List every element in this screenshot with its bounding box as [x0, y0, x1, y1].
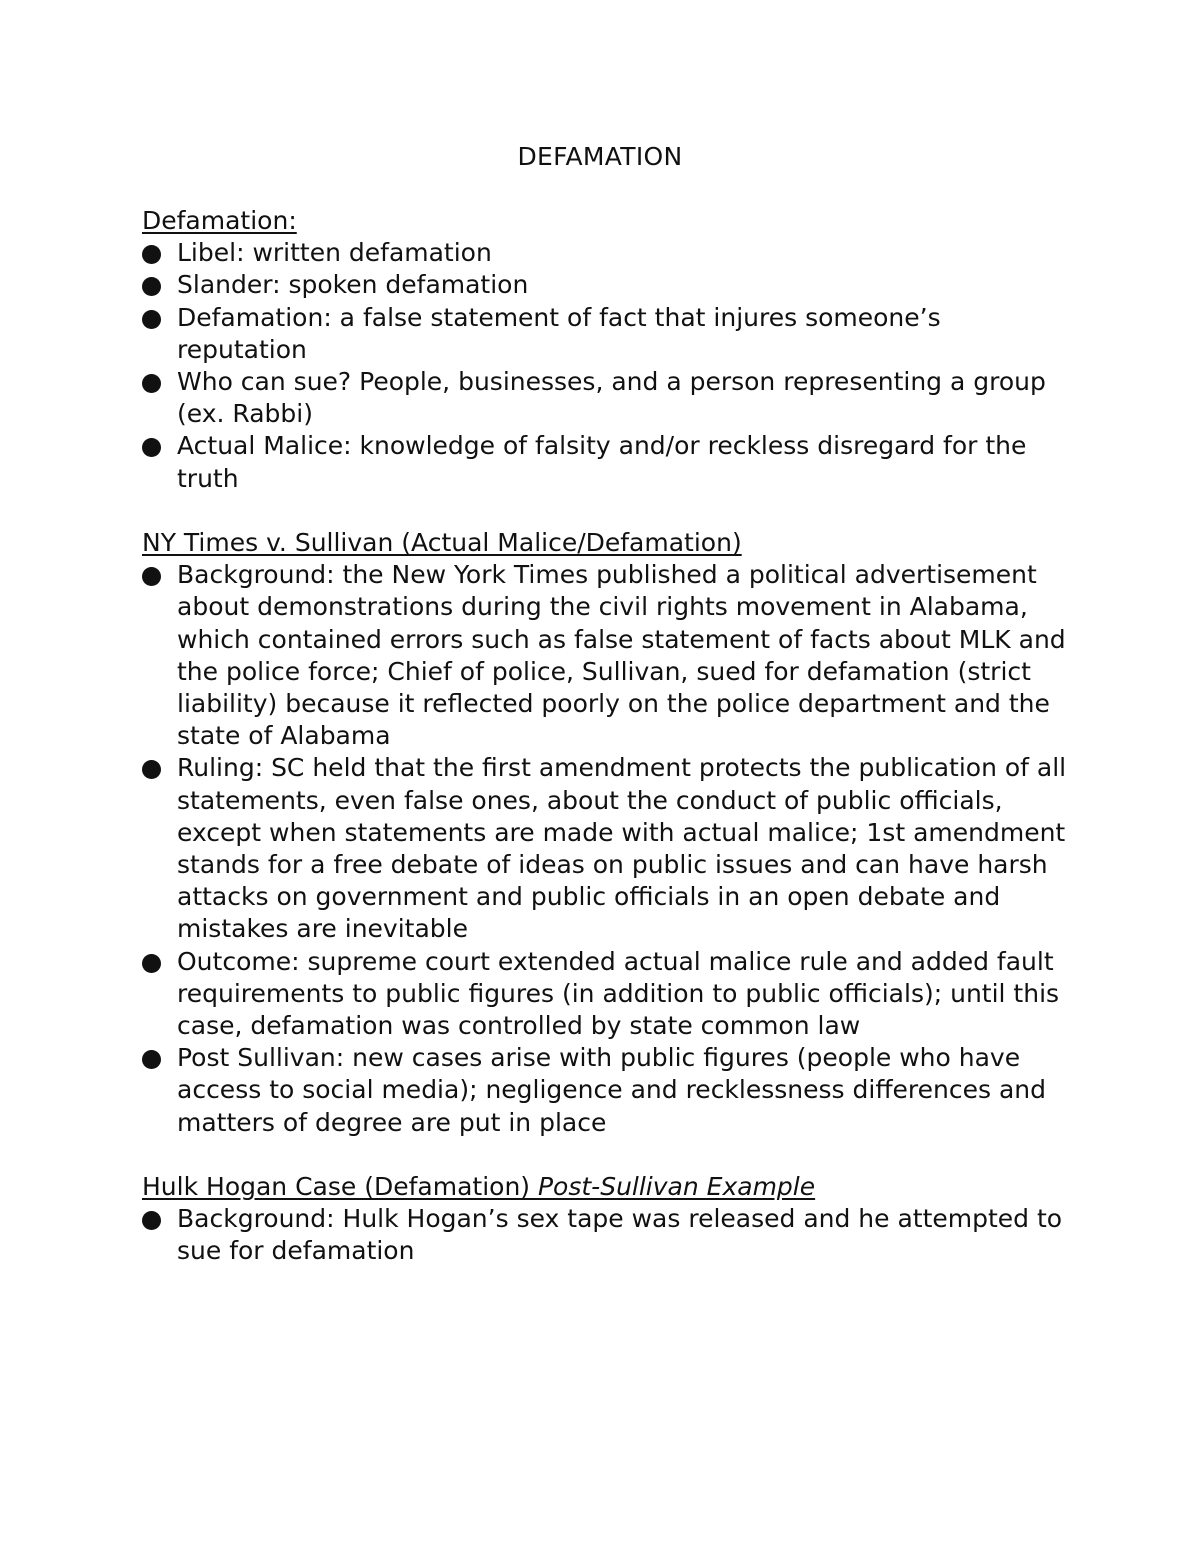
- bullet-dot-icon: [142, 954, 161, 973]
- list-item: [142, 946, 1072, 1043]
- bullet-dot-icon: [142, 277, 161, 296]
- bullet-list: [142, 237, 1072, 495]
- bullet-list: [142, 559, 1072, 1139]
- document-title: DEFAMATION: [517, 142, 683, 171]
- section-heading-text: NY Times v. Sullivan (Actual Malice/Defamation): [142, 528, 742, 558]
- bullet-dot-icon: [142, 374, 161, 393]
- list-item-text: Actual Malice: knowledge of falsity and/or reckless disregard for the truth: [177, 431, 1027, 493]
- bullet-dot-icon: [142, 1211, 161, 1230]
- list-item: [142, 302, 1072, 366]
- section-heading-text: Defamation:: [142, 206, 297, 235]
- list-item-text: Who can sue? People, businesses, and a person representing a group (ex. Rabbi): [177, 367, 1046, 429]
- section-ny-times-v-sullivan: [142, 527, 1072, 1139]
- list-item: [142, 269, 1072, 301]
- bullet-dot-icon: [142, 1050, 161, 1069]
- section-heading-italic-text: Post-Sullivan Example: [537, 1172, 816, 1202]
- list-item: [142, 1203, 1072, 1267]
- list-item: [142, 366, 1072, 430]
- bullet-dot-icon: [142, 760, 161, 779]
- list-item-text: Libel: written defamation: [177, 238, 492, 268]
- bullet-dot-icon: [142, 567, 161, 586]
- list-item-text: Defamation: a false statement of fact that injures someone’s reputation: [177, 302, 941, 364]
- list-item-text: Outcome: supreme court extended actual malice rule and added fault requirements to public figures (in addition to public officials); until this case, defamation was controlled by state common law: [177, 946, 1060, 1041]
- list-item: [142, 237, 1072, 269]
- list-item-text: Post Sullivan: new cases arise with public figures (people who have access to social media); negligence and recklessness differences and matters of degree are put in place: [177, 1043, 1047, 1137]
- list-item-text: Ruling: SC held that the first amendment protects the publication of all statements, even false ones, about the conduct of public officials, except when statements are made with actual malice; 1st amendment stands for a free debate of ideas on public issues and can have harsh attacks on government and public officials in an open debate and mistakes are inevitable: [177, 753, 1067, 944]
- list-item-text: Background: the New York Times published a political advertisement about demonstrations during the civil rights movement in Alabama, which contained errors such as false statement of facts about MLK and the police force; Chief of police, Sullivan, sued for defamation (strict liability) because it reflected poorly on the police department and the state of Alabama: [177, 560, 1066, 751]
- bullet-dot-icon: [142, 310, 161, 329]
- list-item-text: Background: Hulk Hogan’s sex tape was released and he attempted to sue for defamation: [177, 1204, 1063, 1266]
- section-defamation: [142, 205, 1072, 495]
- bullet-dot-icon: [142, 245, 161, 264]
- section-heading: [142, 205, 1072, 237]
- bullet-dot-icon: [142, 438, 161, 457]
- section-hulk-hogan-case: [142, 1171, 1072, 1268]
- bullet-list: [142, 1203, 1072, 1267]
- document-body: [142, 205, 1072, 1300]
- section-heading-text: Hulk Hogan Case (Defamation): [142, 1172, 538, 1202]
- list-item: [142, 559, 1072, 752]
- list-item-text: Slander: spoken defamation: [177, 270, 529, 300]
- list-item: [142, 1042, 1072, 1139]
- list-item: [142, 752, 1072, 945]
- section-heading: [142, 527, 1072, 559]
- section-heading: [142, 1171, 1072, 1203]
- list-item: [142, 430, 1072, 494]
